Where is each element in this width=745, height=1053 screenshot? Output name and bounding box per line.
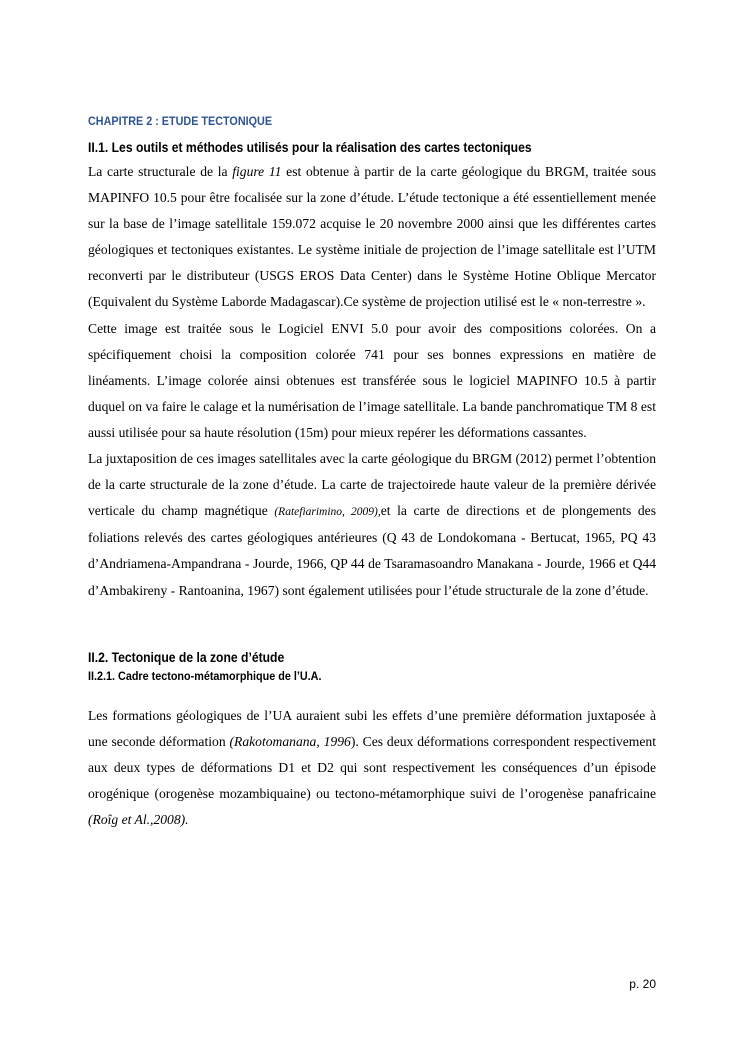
chapter-title: CHAPITRE 2 : ETUDE TECTONIQUE xyxy=(88,114,273,128)
paragraph-text: La carte structurale de la xyxy=(88,164,233,179)
citation: (Roîg et Al.,2008). xyxy=(88,811,189,827)
spacer xyxy=(88,604,656,650)
paragraph-text: est obtenue à partir de la carte géologique du BRGM, traitée sous MAPINFO 10.5 pour être focalisée sur la zone d’étude. L’étude tectonique a été essentiellement menée sur la base de l’image satellitale 159.072 acquise le 20 novembre 2000 ainsi que les différentes cartes géologiques et tectoniques existantes. Le système initiale de projection de l’image satellitale est l’UTM reconverti par le distributeur (USGS EROS Data Center) dans le Système Hotine Oblique Mercator (Equivalent du Système Laborde Madagascar).Ce système de projection utilisé est le « non-terrestre ». xyxy=(88,164,656,310)
page-number: p. 20 xyxy=(629,977,656,991)
citation: (Ratefiarimino, 2009), xyxy=(274,506,381,519)
paragraph-text: ). Ces deux déformations correspondent respectivement aux deux types de déformations D1 et D2 qui sont respectivement les conséquences d’un épisode orogénique (orogenèse mozambiquaine) ou tectono-métamorphique suivi de l’orogenèse panafricaine xyxy=(88,733,656,801)
paragraph-text: Les formations géologiques de l’UA auraient subi les effets d’une première déformation juxtaposée à une seconde déformation xyxy=(88,707,656,749)
section-2-heading: II.2. Tectonique de la zone d’étude xyxy=(88,649,285,665)
paragraph-text: et la carte de directions et de plongements des foliations relevés des cartes géologiques antérieures (Q 43 de Londokomana - Bertucat, 1965, PQ 43 d’Andriamena-Ampandrana - Jourde, 1966, QP 44 de Tsaramasoandro Manakana - Jourde, 1966 et Q44 d’Ambakireny - Rantoanina, 1967) sont également utilisées pour l’étude structurale de la zone d’étude. xyxy=(88,503,656,598)
section-1-paragraph-2: Cette image est traitée sous le Logiciel ENVI 5.0 pour avoir des compositions colorées. On a spécifiquement choisi la composition colorée 741 pour ses bonnes expressions en matière de linéaments. L’image colorée ainsi obtenues est transférée sous le logiciel MAPINFO 10.5 à partir duquel on va faire le calage et la numérisation de l’image satellitale. La bande panchromatique TM 8 est aussi utilisée pour sa haute résolution (15m) pour mieux repérer les déformations cassantes. xyxy=(88,320,656,440)
section-2-1-subheading: II.2.1. Cadre tectono-métamorphique de l’U.A. xyxy=(88,668,322,683)
paragraph-text: La juxtaposition de ces images satellitales avec la carte géologique du BRGM (2012) permet l’obtention de la carte structurale de la zone d’étude. La carte de trajectoirede haute valeur de la première dérivée verticale du champ magnétique xyxy=(88,451,656,519)
section-1-paragraph-1 xyxy=(88,159,656,316)
section-1-heading: II.1. Les outils et méthodes utilisés pour la réalisation des cartes tectoniques xyxy=(88,140,532,155)
section-1-paragraph-3 xyxy=(88,446,656,604)
section-2-paragraph-1 xyxy=(88,703,656,833)
document-page xyxy=(88,110,656,833)
figure-reference: figure 11 xyxy=(232,164,282,179)
citation: (Rakotomanana, 1996 xyxy=(229,733,351,749)
